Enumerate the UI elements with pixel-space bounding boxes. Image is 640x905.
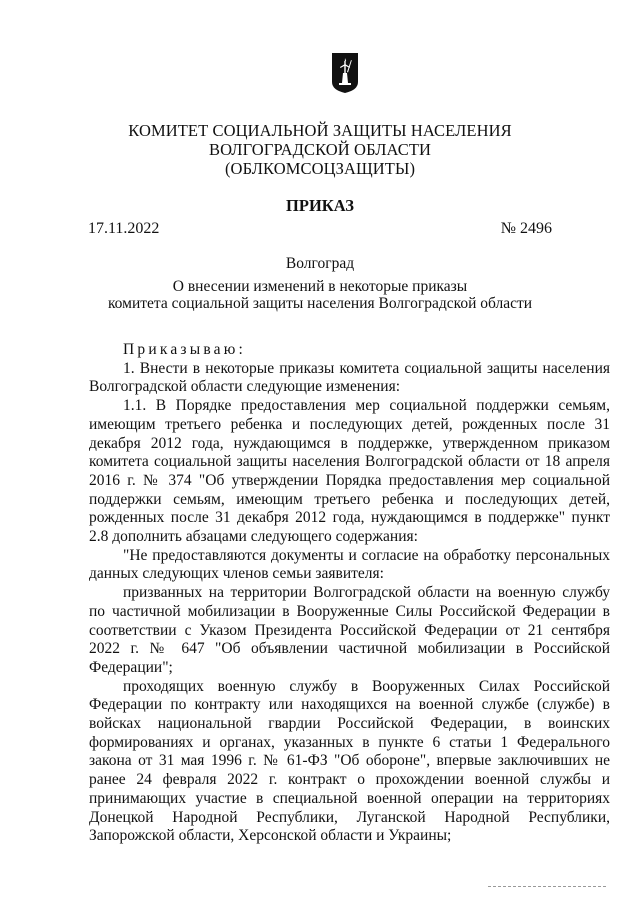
city: Волгоград bbox=[285, 255, 355, 272]
document-date: 17.11.2022 bbox=[88, 220, 160, 237]
paragraph-1: 1. Внести в некоторые приказы комитета социальной защиты населения Волгоградской области следующие изменения: bbox=[89, 359, 610, 396]
document-body bbox=[89, 341, 610, 846]
subject-line-2: комитета социальной защиты населения Волгоградской области bbox=[107, 295, 533, 312]
org-line-1: КОМИТЕТ СОЦИАЛЬНОЙ ЗАЩИТЫ НАСЕЛЕНИЯ bbox=[128, 121, 512, 140]
paragraph-contract-service: проходящих военную службу в Вооруженных Силах Российской Федерации по контракту или находящихся на военной службе (службе) в войсках национальной гвардии Российской Федерации, в воинских формированиях и органах, указанных в пункте 6 статьи 1 Федерального закона от 31 мая 1996 г. № 61-ФЗ "Об обороне", впервые заключивших не ранее 24 февраля 2022 г. контракт о прохождении военной службы и принимающих участие в специальной военной операции на территориях Донецкой Народной Республики, Луганской Народной Республики, Запорожской области, Херсонской области и Украины; bbox=[89, 677, 610, 845]
footer-mark bbox=[488, 886, 606, 889]
order-lead: Приказываю: bbox=[123, 341, 247, 358]
org-line-2: ВОЛГОГРАДСКОЙ ОБЛАСТИ bbox=[208, 140, 432, 159]
paragraph-mobilized: призванных на территории Волгоградской области на военную службу по частичной мобилизации в Вооруженные Силы Российской Федерации в соответствии с Указом Президента Российской Федерации от 21 сентября 2022 г. № 647 "Об объявлении частичной мобилизации в Российской Федерации"; bbox=[89, 584, 610, 676]
subject-line-1: О внесении изменений в некоторые приказы bbox=[172, 278, 468, 295]
paragraph-quote-intro: "Не предоставляются документы и согласие на обработку персональных данных следующих членов семьи заявителя: bbox=[89, 546, 610, 583]
document-type: ПРИКАЗ bbox=[286, 196, 354, 215]
paragraph-1-1: 1.1. В Порядке предоставления мер социальной поддержки семьям, имеющим третьего ребенка и последующих детей, рожденных после 31 декабря 2012 года, нуждающимся в поддержке, утвержденном приказом комитета социальной защиты населения Волгоградской области от 18 апреля 2016 г. № 374 "Об утверждении Порядка предоставления мер социальной поддержки семьям, имеющим третьего ребенка и последующих детей, рожденных после 31 декабря 2012 года, нуждающимся в поддержке" пункт 2.8 дополнить абзацами следующего содержания: bbox=[89, 397, 610, 546]
document-number: № 2496 bbox=[500, 220, 552, 237]
coat-of-arms-icon bbox=[331, 52, 359, 94]
document-subject bbox=[0, 278, 640, 312]
org-line-3: (ОБЛКОМСОЦЗАЩИТЫ) bbox=[224, 159, 416, 178]
organization-name bbox=[0, 121, 640, 178]
